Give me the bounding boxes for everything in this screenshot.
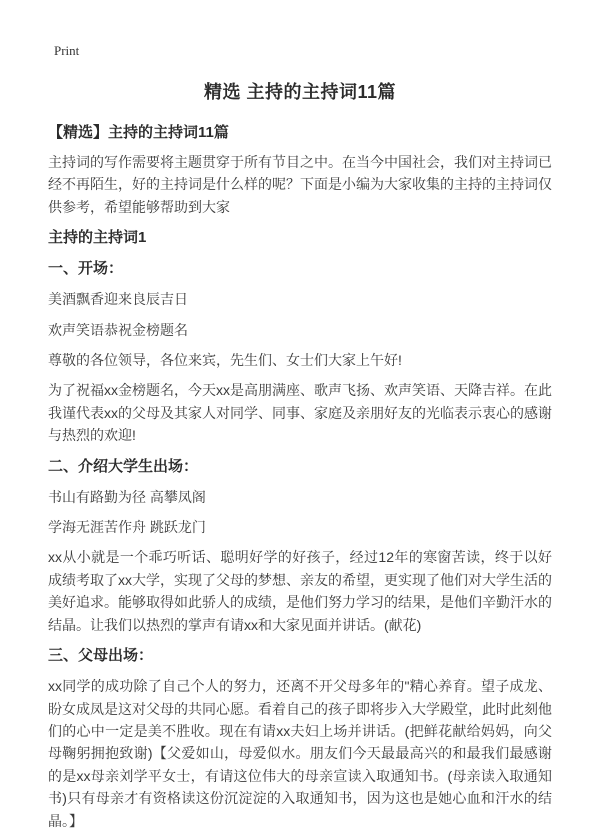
intro-paragraph: 主持词的写作需要将主题贯穿于所有节目之中。在当今中国社会，我们对主持词已经不再陌生，好的主持词是什么样的呢？下面是小编为大家收集的主持的主持词仅供参考，希望能够帮助到大家 — [48, 154, 552, 215]
document-body — [48, 151, 552, 828]
student-intro-paragraph: xx从小就是一个乖巧听话、聪明好学的好孩子，经过12年的寒窗苦读，终于以好成绩考取了xx大学，实现了父母的梦想、亲友的希望，更实现了他们对大学生活的美好追求。能够取得如此骄人的成绩，是他们努力学习的结果，是他们辛勤汗水的结晶。让我们以热烈的掌声有请xx和大家见面并讲话。(献花) — [48, 549, 552, 633]
doc1-title: 主持的主持词1 — [48, 229, 147, 247]
section-2-heading: 二、介绍大学生出场： — [48, 457, 199, 475]
page-title: 精选 主持的主持词11篇 — [203, 82, 397, 102]
opening-paragraph: 为了祝福xx金榜题名，今天xx是高朋满座、歌声飞扬、欢声笑语、天降吉祥。在此我谨代表xx的父母及其家人对同学、同事、家庭及亲朋好友的光临表示衷心的感谢与热烈的欢迎! — [48, 382, 552, 444]
parents-paragraph: xx同学的成功除了自己个人的努力，还离不开父母多年的"精心养育。望子成龙、盼女成凤是这对父母的共同心愿。看着自己的孩子即将步入大学殿堂，此时此刻他们的心中一定是美不胜收。现在有请xx夫妇上场并讲话。(把鲜花献给妈妈，向父母鞠躬拥抱致谢)【父爱如山，母爱似水。朋友们今天最最高兴的和最我们最感谢的是xx母亲刘学平女士，有请这位伟大的母亲宣读入取通知书。(母亲读入取通知书)只有母亲才有资格读这份沉淀淀的入取通知书，因为这也是她心血和汗水的结晶。】 — [48, 678, 552, 828]
verse-line: 学海无涯苦作舟 跳跃龙门 — [48, 519, 206, 536]
verse-line: 书山有路勤为径 高攀凤阁 — [48, 488, 206, 505]
doc-subtitle: 【精选】主持的主持词11篇 — [48, 124, 229, 141]
print-button[interactable]: Print — [54, 43, 80, 58]
section-3-heading: 三、父母出场： — [48, 647, 154, 665]
section-1-heading: 一、开场： — [48, 260, 124, 278]
verse-line: 美酒飘香迎来良辰吉日 — [48, 291, 188, 308]
greeting-line: 尊敬的各位领导，各位来宾，先生们、女士们大家上午好! — [48, 352, 402, 369]
verse-line: 欢声笑语恭祝金榜题名 — [48, 321, 188, 338]
